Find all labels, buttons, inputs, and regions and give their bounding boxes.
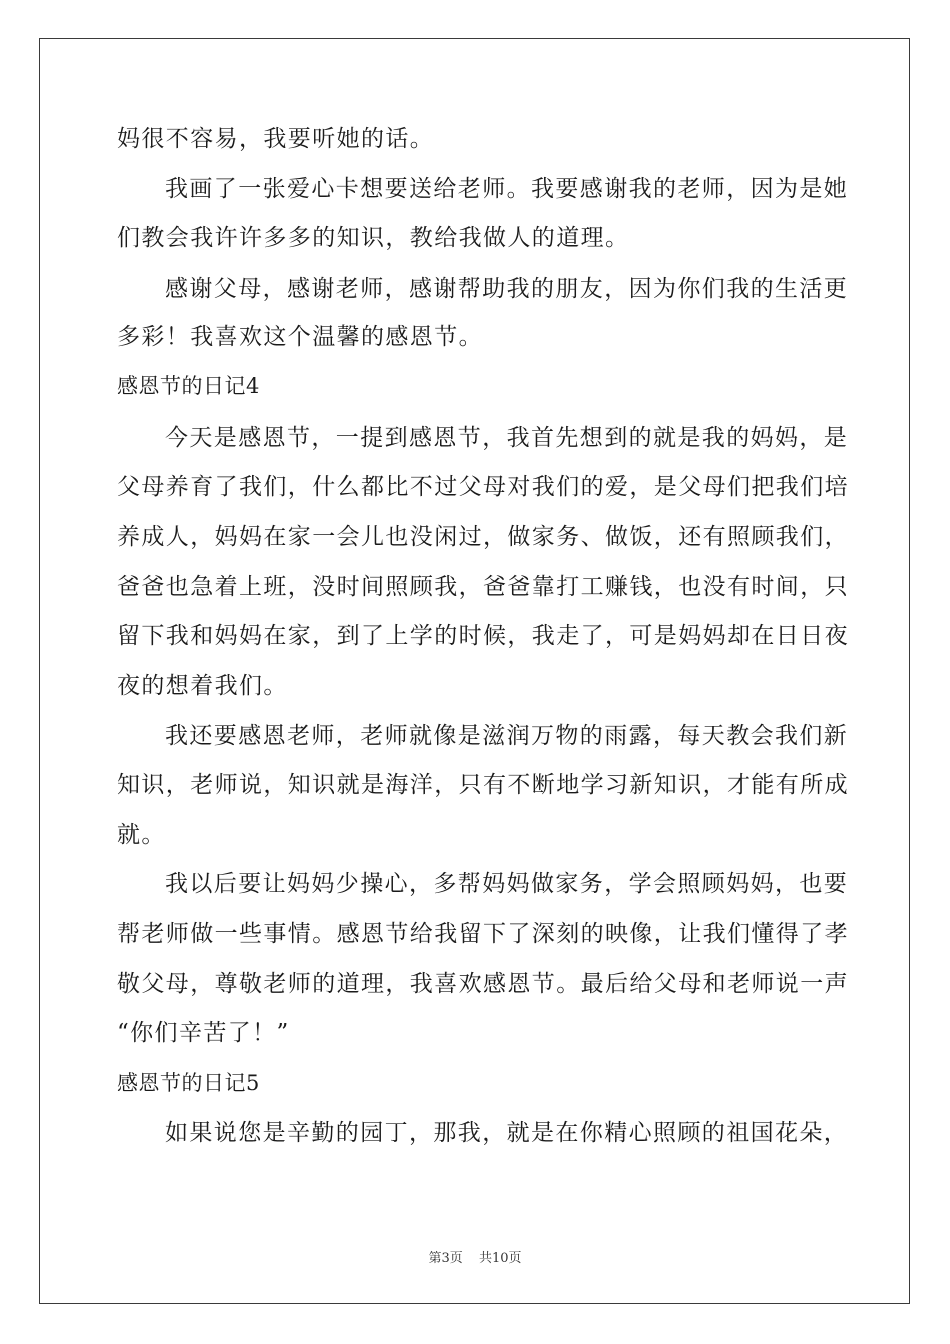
text-line: 多彩！我喜欢这个温馨的感恩节。: [117, 324, 483, 350]
text-line: 妈很不容易，我要听她的话。: [117, 126, 435, 152]
text-line: 我画了一张爱心卡想要送给老师。我要感谢我的老师，因为是她: [165, 176, 849, 202]
page-number: 第3页: [428, 1251, 463, 1266]
page-footer: [0, 1247, 950, 1266]
text-line: 感谢父母，感谢老师，感谢帮助我的朋友，因为你们我的生活更: [165, 276, 849, 302]
text-line: 敬父母，尊敬老师的道理，我喜欢感恩节。最后给父母和老师说一声: [117, 971, 849, 997]
text-line: 如果说您是辛勤的园丁，那我，就是在你精心照顾的祖国花朵，: [165, 1120, 849, 1146]
text-line: 我以后要让妈妈少操心，多帮妈妈做家务，学会照顾妈妈，也要: [165, 871, 849, 897]
text-line: 今天是感恩节，一提到感恩节，我首先想到的就是我的妈妈，是: [165, 425, 849, 451]
text-line: 留下我和妈妈在家，到了上学的时候，我走了，可是妈妈却在日日夜: [117, 623, 849, 649]
text-line: 我还要感恩老师，老师就像是滋润万物的雨露，每天教会我们新: [165, 723, 849, 749]
text-line: 养成人，妈妈在家一会儿也没闲过，做家务、做饭，还有照顾我们，: [117, 524, 849, 550]
text-line: 知识，老师说，知识就是海洋，只有不断地学习新知识，才能有所成: [117, 772, 849, 798]
text-line: 帮老师做一些事情。感恩节给我留下了深刻的映像，让我们懂得了孝: [117, 921, 849, 947]
text-line: 父母养育了我们，什么都比不过父母对我们的爱，是父母们把我们培: [117, 474, 849, 500]
text-line: 就。: [117, 822, 166, 848]
text-line: 们教会我许许多多的知识，教给我做人的道理。: [117, 225, 630, 251]
text-line: 爸爸也急着上班，没时间照顾我，爸爸靠打工赚钱，也没有时间，只: [117, 574, 849, 600]
section-heading: 感恩节的日记5: [117, 1071, 260, 1095]
section-heading: 感恩节的日记4: [117, 374, 260, 398]
text-line: 夜的想着我们。: [117, 673, 288, 699]
page-total: 共10页: [478, 1251, 522, 1266]
text-line: “你们辛苦了！”: [117, 1020, 290, 1046]
